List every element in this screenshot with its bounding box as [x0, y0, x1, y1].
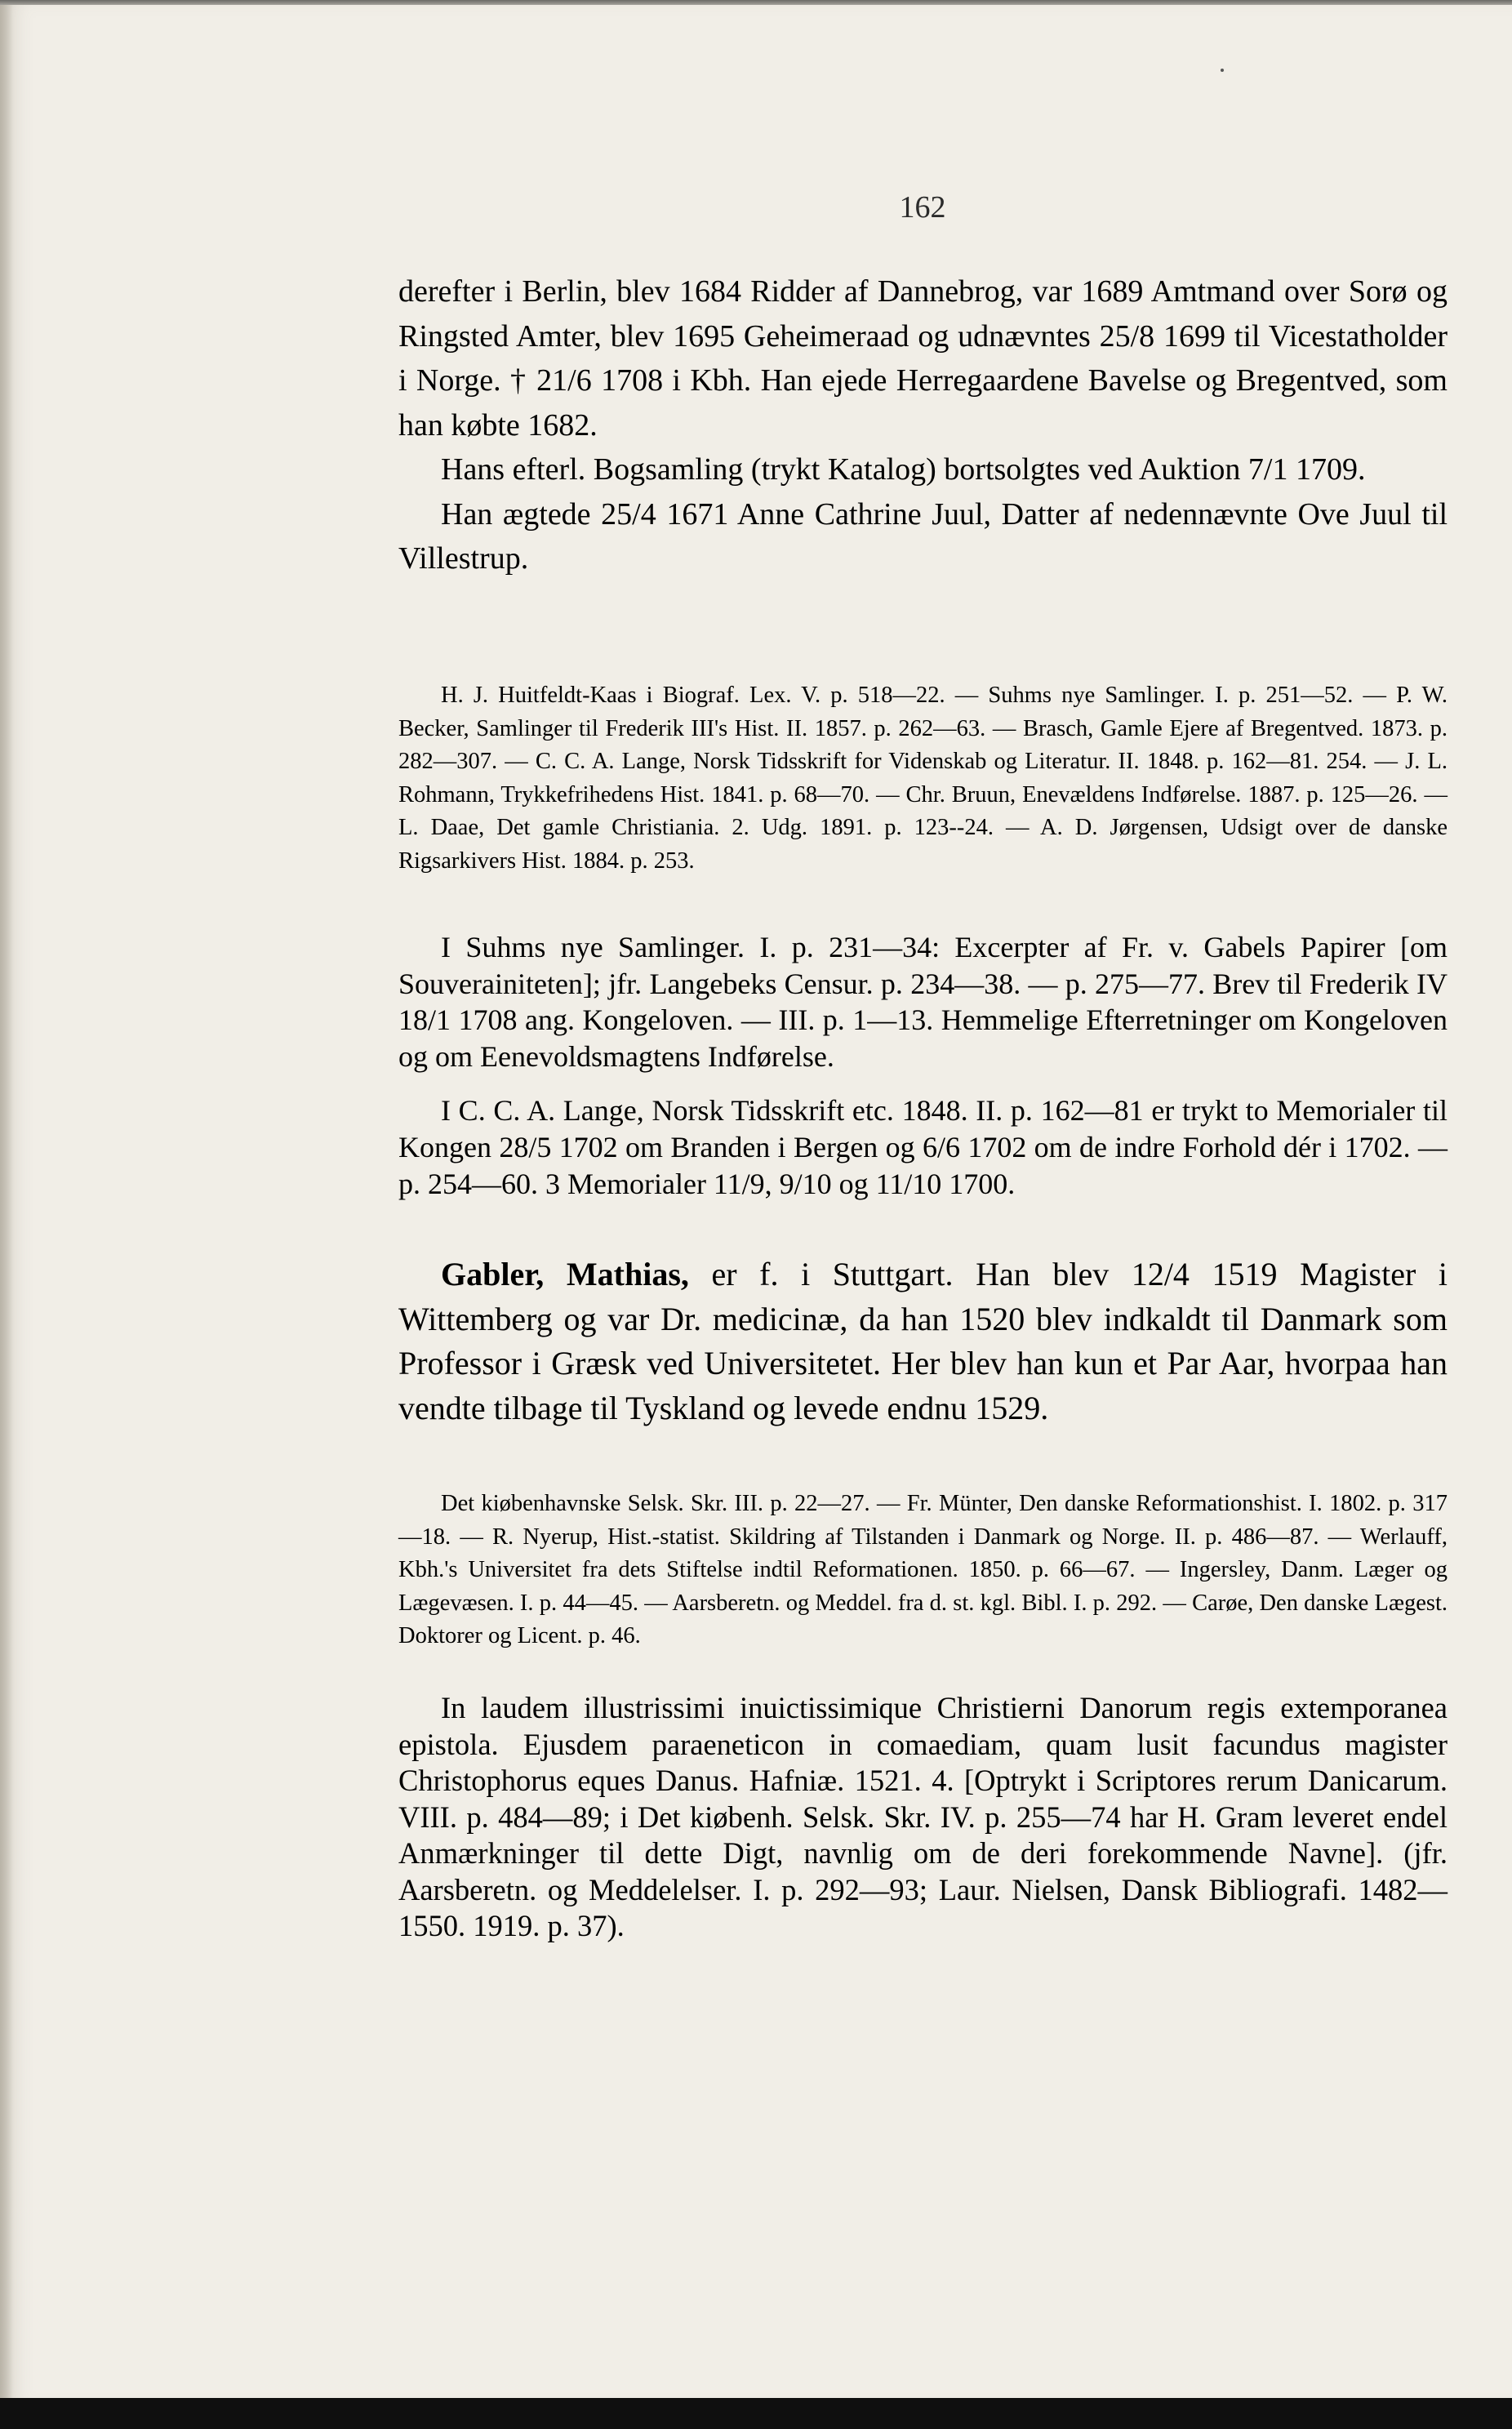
- paper-speck: [1221, 69, 1224, 72]
- page-number: 162: [899, 190, 946, 225]
- works-text-3: In laudem illustrissimi inuictissimique Christierni Danorum regis extemporanea epistola. Ejusdem paraeneticon in comaediam, quam lusit facundus magister Christophorus eques Danus. Hafniæ. 1521. 4. [Optrykt i Scriptores rerum Danicarum. VIII. p. 484—89; i Det kiøbenh. Selsk. Skr. IV. p. 255—74 har H. Gram leveret endel Anmærkninger til dette Digt, navnlig om de deri forekommende Navne]. (jfr. Aarsberetn. og Meddelelser. I. p. 292—93; Laur. Nielsen, Dansk Bibliografi. 1482—1550. 1919. p. 37).: [398, 1691, 1448, 1942]
- page-gutter-shadow: [0, 5, 13, 2404]
- scan-bottom-edge: [0, 2398, 1512, 2429]
- works-text-2: I C. C. A. Lange, Norsk Tidsskrift etc. 1848. II. p. 162—81 er trykt to Memorialer til Kongen 28/5 1702 om Branden i Bergen og 6/6 1702 om de indre Forhold dér i 1702. — p. 254—60. 3 Memorialer 11/9, 9/10 og 11/10 1700.: [398, 1094, 1448, 1200]
- works-block-2: [398, 1092, 1448, 1203]
- entry-gabler-paragraph: [398, 1252, 1448, 1430]
- references-block-2: [398, 1488, 1448, 1653]
- works-text-1: I Suhms nye Samlinger. I. p. 231—34: Excerpter af Fr. v. Gabels Papirer [om Souverainiteten]; jfr. Langebeks Censur. p. 234—38. — p. 275—77. Brev til Frederik IV 18/1 1708 ang. Kongeloven. — III. p. 1—13. Hemmelige Efterretninger om Kongeloven og om Eenevoldsmagtens Indførelse.: [398, 931, 1448, 1073]
- paragraph-career: derefter i Berlin, blev 1684 Ridder af Dannebrog, var 1689 Amtmand over Sorø og Ringsted Amter, blev 1695 Geheimeraad og udnævntes 25/8 1699 til Vicestatholder i Norge. † 21/6 1708 i Kbh. Han ejede Herregaardene Bavelse og Bregentved, som han købte 1682.: [398, 274, 1448, 443]
- works-block-3: [398, 1690, 1448, 1945]
- entry-gabler-headword: Gabler, Mathias,: [441, 1256, 689, 1292]
- works-block-1: [398, 929, 1448, 1074]
- entry-continuation: [398, 269, 1448, 581]
- entry-gabler-text: er f. i Stuttgart. Han blev 12/4 1519 Magister i Wittemberg og var Dr. medicinæ, da han 1520 blev indkaldt til Danmark som Professor i Græsk ved Universitetet. Her blev han kun et Par Aar, hvorpaa han vendte tilbage til Tyskland og levede endnu 1529.: [398, 1256, 1448, 1426]
- entry-gabler: [398, 1252, 1448, 1430]
- references-text-2: Det kiøbenhavnske Selsk. Skr. III. p. 22—27. — Fr. Münter, Den danske Reformationshist. I. 1802. p. 317—18. — R. Nyerup, Hist.-statist. Skildring af Tilstanden i Danmark og Norge. II. p. 486—87. — Werlauff, Kbh.'s Universitet fra dets Stiftelse indtil Reformationen. 1850. p. 66—67. — Ingersley, Danm. Læger og Lægevæsen. I. p. 44—45. — Aarsberetn. og Meddel. fra d. st. kgl. Bibl. I. p. 292. — Carøe, Den danske Lægest. Doktorer og Licent. p. 46.: [398, 1491, 1448, 1648]
- paragraph-marriage: Han ægtede 25/4 1671 Anne Cathrine Juul, Datter af nedennævnte Ove Juul til Villestrup.: [398, 496, 1448, 576]
- references-block-1: [398, 679, 1448, 878]
- references-text-1: H. J. Huitfeldt-Kaas i Biograf. Lex. V. p. 518—22. — Suhms nye Samlinger. I. p. 251—52. — P. W. Becker, Samlinger til Frederik III's Hist. II. 1857. p. 262—63. — Brasch, Gamle Ejere af Bregentved. 1873. p. 282—307. — C. C. A. Lange, Norsk Tidsskrift for Videnskab og Literatur. II. 1848. p. 162—81. 254. — J. L. Rohmann, Trykkefrihedens Hist. 1841. p. 68—70. — Chr. Bruun, Enevældens Indførelse. 1887. p. 125—26. — L. Daae, Det gamle Christiania. 2. Udg. 1891. p. 123--24. — A. D. Jørgensen, Udsigt over de danske Rigsarkivers Hist. 1884. p. 253.: [398, 683, 1448, 874]
- paragraph-library: Hans efterl. Bogsamling (trykt Katalog) bortsolgtes ved Auktion 7/1 1709.: [441, 452, 1366, 487]
